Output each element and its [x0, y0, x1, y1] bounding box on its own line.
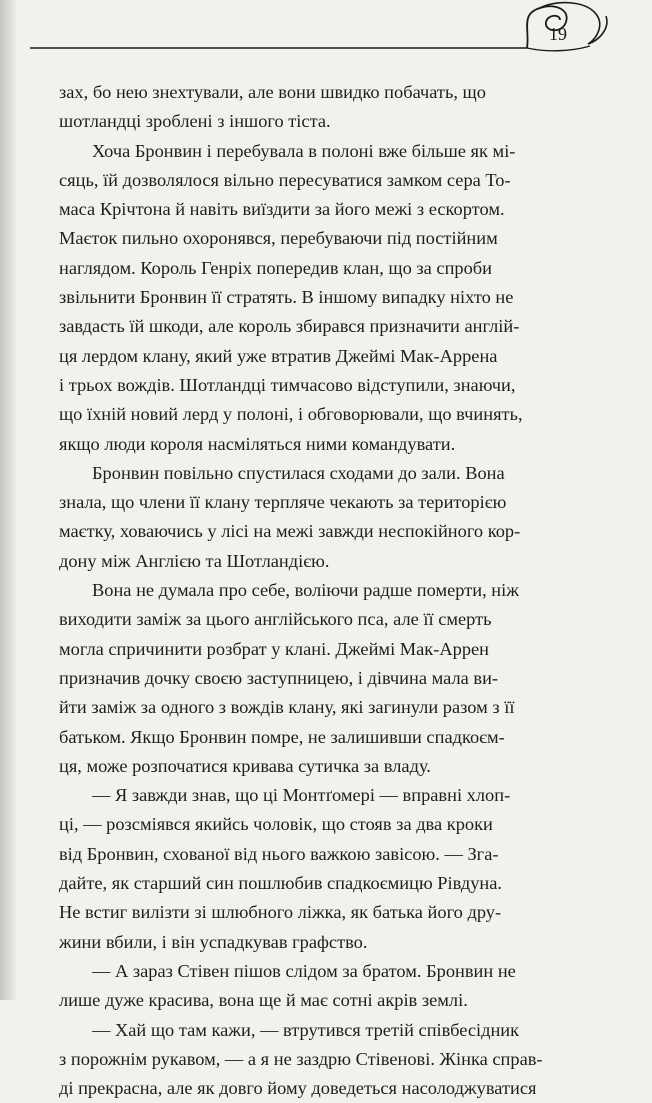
- text-line: Маєток пильно охоронявся, перебуваючи під постійним: [59, 228, 498, 249]
- text-line: могла спричинити розбрат у клані. Джеймі Мак-Аррен: [59, 638, 490, 659]
- text-line: сяць, їй дозволялося вільно пересуватися замком сера То-: [59, 169, 511, 190]
- text-line: — Хай що там кажи, — втрутився третій співбесідник: [92, 1019, 520, 1040]
- text-line: лише дуже красива, вона ще й має сотні акрів землі.: [59, 990, 468, 1011]
- text-line: від Бронвин, схованої від нього важкою завісою. — Зга-: [59, 843, 499, 864]
- text-line: зах, бо нею знехтували, але вони швидко побачать, що: [59, 82, 486, 102]
- text-line: ця, може розпочатися кривава сутичка за владу.: [59, 755, 431, 776]
- text-line: звільнити Бронвин її стратять. В іншому випадку ніхто не: [59, 287, 514, 308]
- text-line: ця лердом клану, який уже втратив Джеймі Мак-Аррена: [59, 345, 498, 366]
- text-line: Бронвин повільно спустилася сходами до зали. Вона: [92, 462, 505, 483]
- text-line: жини вбили, і він успадкував графство.: [59, 931, 368, 952]
- text-line: — Я завжди знав, що ці Монтґомері — вправні хлоп-: [92, 785, 511, 806]
- text-line: — А зараз Стівен пішов слідом за братом. Бронвин не: [92, 960, 516, 981]
- text-line: якщо люди короля насміляться ними командувати.: [59, 433, 456, 454]
- page-edge-shadow: [0, 0, 18, 1000]
- text-line: наглядом. Король Генріх попередив клан, що за спроби: [59, 257, 492, 278]
- text-line: Не встиг вилізти зі шлюбного ліжка, як батька його дру-: [59, 902, 502, 923]
- text-line: Хоча Бронвин і перебувала в полоні вже більше як мі-: [92, 140, 516, 161]
- text-line: маса Крічтона й навіть виїздити за його межі з ескортом.: [59, 199, 505, 220]
- text-line: батьком. Якщо Бронвин помре, не залишивши спадкоєм-: [59, 726, 505, 747]
- text-line: дайте, як старший син пошлюбив спадкоємицю Рівдуна.: [59, 873, 502, 894]
- text-line: з порожнім рукавом, — а я не заздрю Стівенові. Жінка справ-: [59, 1048, 543, 1069]
- text-line: призначив дочку своєю заступницею, і дівчина мала ви-: [59, 667, 499, 688]
- text-line: маєтку, ховаючись у лісі на межі завжди неспокійного кор-: [59, 521, 521, 542]
- text-line: шотландці зроблені з іншого тіста.: [59, 111, 331, 132]
- page-header: [0, 0, 652, 60]
- text-line: Вона не думала про себе, воліючи радше померти, ніж: [92, 580, 519, 601]
- text-line: що їхній новий лерд у полоні, і обговорювали, що вчинять,: [59, 404, 523, 425]
- body-text: [59, 78, 583, 1103]
- text-line: йти заміж за одного з вождів клану, які загинули разом з її: [59, 697, 515, 718]
- text-line: виходити заміж за цього англійського пса, але її смерть: [59, 609, 492, 630]
- text-line: і трьох вождів. Шотландці тимчасово відступили, знаючи,: [59, 374, 516, 395]
- text-line: дону між Англією та Шотландією.: [59, 550, 330, 571]
- text-line: знала, що члени її клану терпляче чекають за територією: [59, 492, 507, 513]
- text-line: завдасть їй шкоди, але король збирався призначити англій-: [59, 316, 520, 337]
- page-number: 19: [549, 24, 567, 44]
- text-line: ці, — розсміявся якийсь чоловік, що стояв за два кроки: [59, 814, 493, 835]
- text-line: ді прекрасна, але як довго йому доведеться насолоджуватися: [59, 1078, 537, 1099]
